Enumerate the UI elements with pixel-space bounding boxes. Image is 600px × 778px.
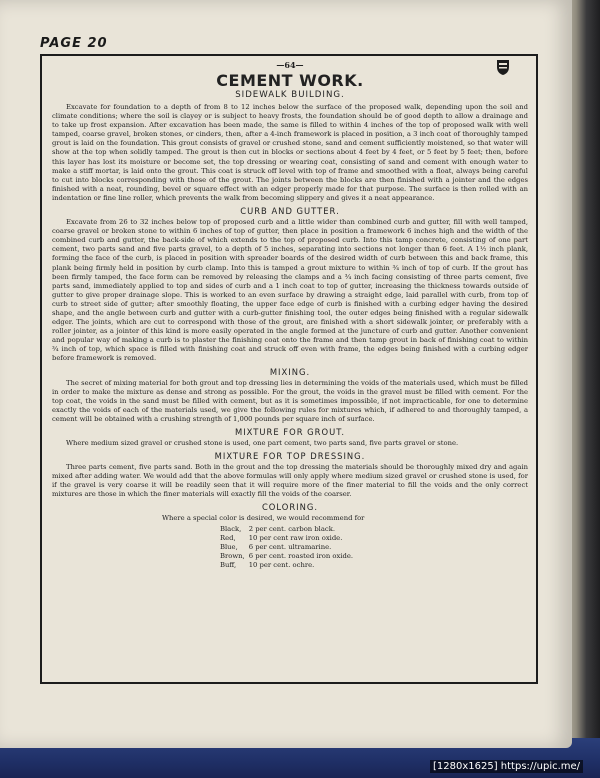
color-row (220, 525, 357, 534)
grout-paragraph: Where medium sized gravel or crushed stone is used, one part cement, two parts sand, five parts gravel or stone. (66, 439, 459, 447)
color-row (220, 552, 357, 561)
color-amount: 6 per cent. roasted iron oxide. (248, 551, 354, 560)
section-heading-grout: MIXTURE FOR GROUT. (234, 427, 345, 437)
section-heading-coloring: COLORING. (261, 502, 319, 513)
color-name: Buff, (220, 560, 237, 569)
color-table (220, 525, 357, 570)
section-heading-sidewalk: SIDEWALK BUILDING. (235, 90, 345, 100)
coloring-intro: Where a special color is desired, we would recommend for (162, 514, 365, 523)
mixing-paragraph: The secret of mixing material for both grout and top dressing lies in determining the voids of the materials used, which must be filled in order to make the mixture as dense and strong as possible. For the grout, the voids in the gravel must be filled with cement. For the top coat, the voids in the sand must be filled with cement, but as it is sometimes impossible, if not impracticable, for one to determine exactly the voids of each of the materials used, we give the following rules for mixtures which, if adhered to and thoroughly tamped, a cement will be obtained with a crushing strength of 1,000 pounds per square inch of surface. (52, 378, 528, 423)
color-amount: 6 per cent. ultramarine. (248, 542, 332, 551)
section-heading-mixing: MIXING. (269, 366, 311, 377)
page-label: PAGE 20 (40, 36, 108, 51)
page-number: —64— (276, 60, 304, 70)
curb-paragraph: Excavate from 26 to 32 inches below top of proposed curb and a little wider than combined curb and gutter, fill with well tamped, coarse gravel or broken stone to within 6 inches of top of gutter, then place in position a framework 6 inches high and the width of the combined curb and gutter, the back-side of which extends to the top of proposed curb. Into this tamp concrete, consisting of one part cement, two parts sand and five parts gravel, to a depth of 5 inches, separating into sections not longer than 6 feet. A 1½ inch plank, forming the face of the curb, is placed in position with spreader boards of the desired width of curb between this and back frame, this plank being firmly held in position by curb clamp. Into this is tamped a grout mixture to within ¾ inch of top of curb. If the grout has been firmly tamped, the face form can be removed by releasing the clamps and a ¾ inch facing consisting of three parts cement, five parts sand, immediately applied to top and sides of curb and a 1 inch coat to top of gutter, increasing the thickness towards outside of gutter to give proper drainage slope. This is worked to an even surface by drawing a straight edge, laid parallel with curb, from top of curb to street side of gutter; after smoothly floating, the upper face edge of curb is finished with a curbing edger having the desired shape, and the angle between curb and gutter with a curb-gutter finishing tool, the outer edges being finished with a regular sidewalk edger. The joints, which are cut to correspond with those of the grout, are finished with a short sidewalk jointer, or preferably with a roller jointer, as a jointer of this kind is more easily operated in the angle formed at the juncture of curb and gutter. Another convenient and popular way of making a curb is to plaster the finishing coat onto the frame and then tamp grout in back of finishing coat to within ¾ inch of top, which space is filled with finishing coat and struck off even with frame, the edges being finished with a curbing edger before framework is removed. (52, 218, 528, 363)
color-row (220, 543, 357, 552)
page-title: CEMENT WORK. (216, 71, 364, 90)
color-name: Brown, (220, 551, 245, 560)
watermark-link[interactable]: [1280x1625] https://upic.me/ (430, 760, 583, 773)
color-name: Blue, (220, 542, 238, 551)
color-row (220, 561, 357, 570)
color-row (220, 534, 357, 543)
color-amount: 2 per cent. carbon black. (248, 524, 335, 533)
color-name: Red, (220, 533, 236, 542)
section-heading-dressing: MIXTURE FOR TOP DRESSING. (214, 451, 366, 462)
dressing-paragraph: Three parts cement, five parts sand. Both in the grout and the top dressing the materials should be thoroughly mixed dry and again mixed after adding water. We would add that the above formulas will only apply where medium sized gravel or crushed stone is used, for if the gravel is very coarse it will be readily seen that it will require more of the finer material to fill the voids and the only correct mixtures are those in which the finer materials will exactly fill the voids of the coarser. (52, 463, 528, 499)
article-frame (40, 54, 538, 684)
sidewalk-paragraph: Excavate for foundation to a depth of from 8 to 12 inches below the surface of the proposed walk, depending upon the soil and climate conditions; where the soil is clayey or is subject to heavy frosts, the foundation should be of good depth to allow a drainage and to take up frost expansion. After excavation has been made, the same is filled to within 4 inches of the top of proposed walk with well tamped, coarse gravel, broken stones, or cinders, then, after a 4-inch framework is placed in position, a 3 inch coat of thoroughly tamped grout is laid on the foundation. This grout consists of gravel or crushed stone, sand and cement sufficiently moistened, so that water will show at the top when solidly tamped. The grout is then cut in blocks or sections about 4 feet by 4 feet, or 5 feet by 5 feet; then, before this layer has lost its moisture or become set, the top dressing or wearing coat, consisting of sand and cement with enough water to make a stiff mortar, is laid onto the grout. This coat is struck off level with top of frame and smoothed with a float, always being careful to cut into blocks corresponding with those of the grout. The joints between the blocks are then finished with a jointer and the edges finished with a neat, rounding, bevel or square effect with an edger properly made for that purpose. The surface is then rolled with an indentation or fine line roller, which prevents the walk from becoming slippery and gives it a neat appearance. (52, 103, 528, 202)
color-amount: 10 per cent raw iron oxide. (248, 533, 343, 542)
color-amount: 10 per cent. ochre. (248, 560, 315, 569)
section-heading-curb: CURB AND GUTTER. (240, 206, 340, 217)
color-name: Black, (220, 524, 242, 533)
